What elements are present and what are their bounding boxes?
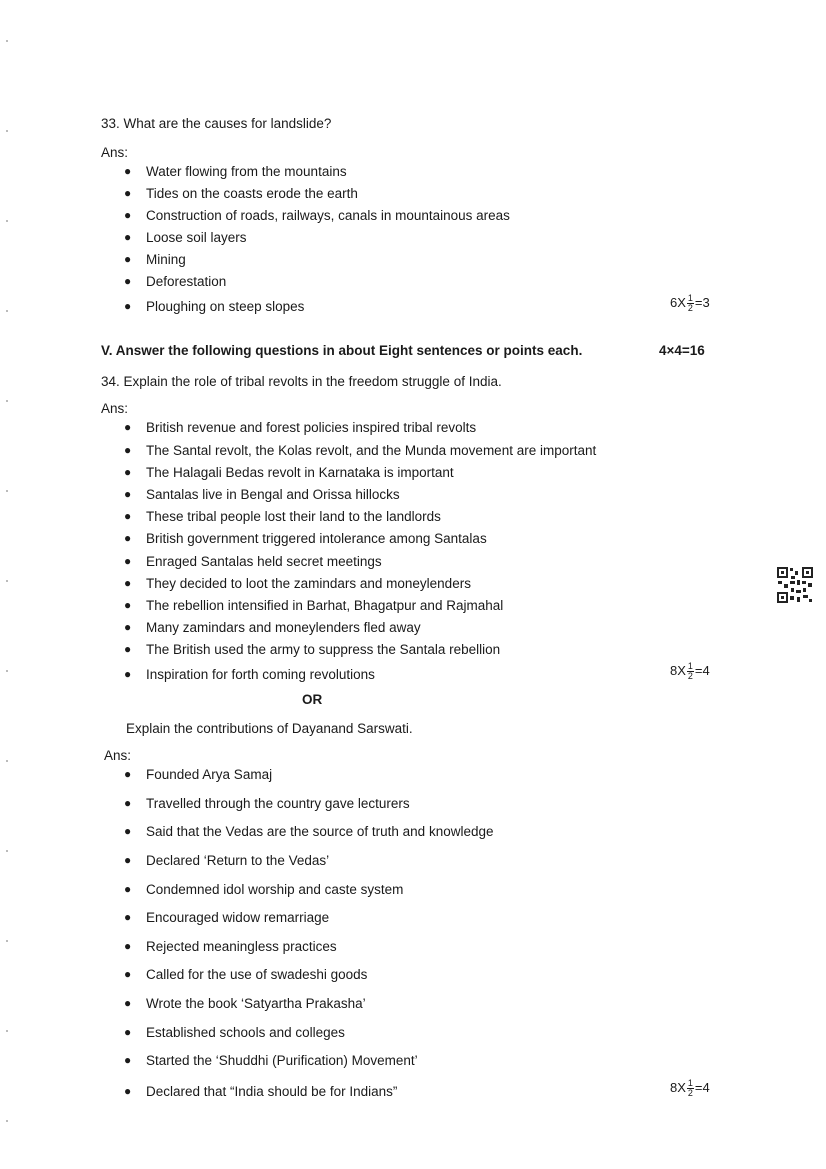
question-34: 34. Explain the role of tribal revolts in the freedom struggle of India. bbox=[101, 374, 502, 389]
fraction: $\frac{1}{2}$ bbox=[687, 661, 693, 681]
answer-label-34: Ans: bbox=[101, 401, 129, 416]
marks-34-alt: 8X $\frac{1}{2}$ =4 bbox=[670, 1078, 710, 1098]
section-v-heading: V. Answer the following questions in about Eight sentences or points each. bbox=[101, 343, 583, 358]
marks-33: 6X $\frac{1}{2}$ =3 bbox=[670, 293, 710, 313]
question-33: 33. What are the causes for landslide? bbox=[101, 116, 332, 131]
answer-label-34-alt: Ans: bbox=[104, 748, 132, 763]
answer-label-33: Ans: bbox=[101, 145, 129, 160]
fraction: $\frac{1}{2}$ bbox=[687, 1078, 693, 1098]
scan-margin-artifact bbox=[6, 0, 8, 1169]
fraction: $\frac{1}{2}$ bbox=[687, 293, 693, 313]
qr-code-icon bbox=[776, 566, 814, 604]
section-v-marks: 4×4=16 bbox=[659, 343, 705, 358]
or-separator: OR bbox=[302, 692, 323, 707]
question-34-alt: Explain the contributions of Dayanand Sarswati. bbox=[126, 721, 413, 736]
marks-34: 8X $\frac{1}{2}$ =4 bbox=[670, 661, 710, 681]
